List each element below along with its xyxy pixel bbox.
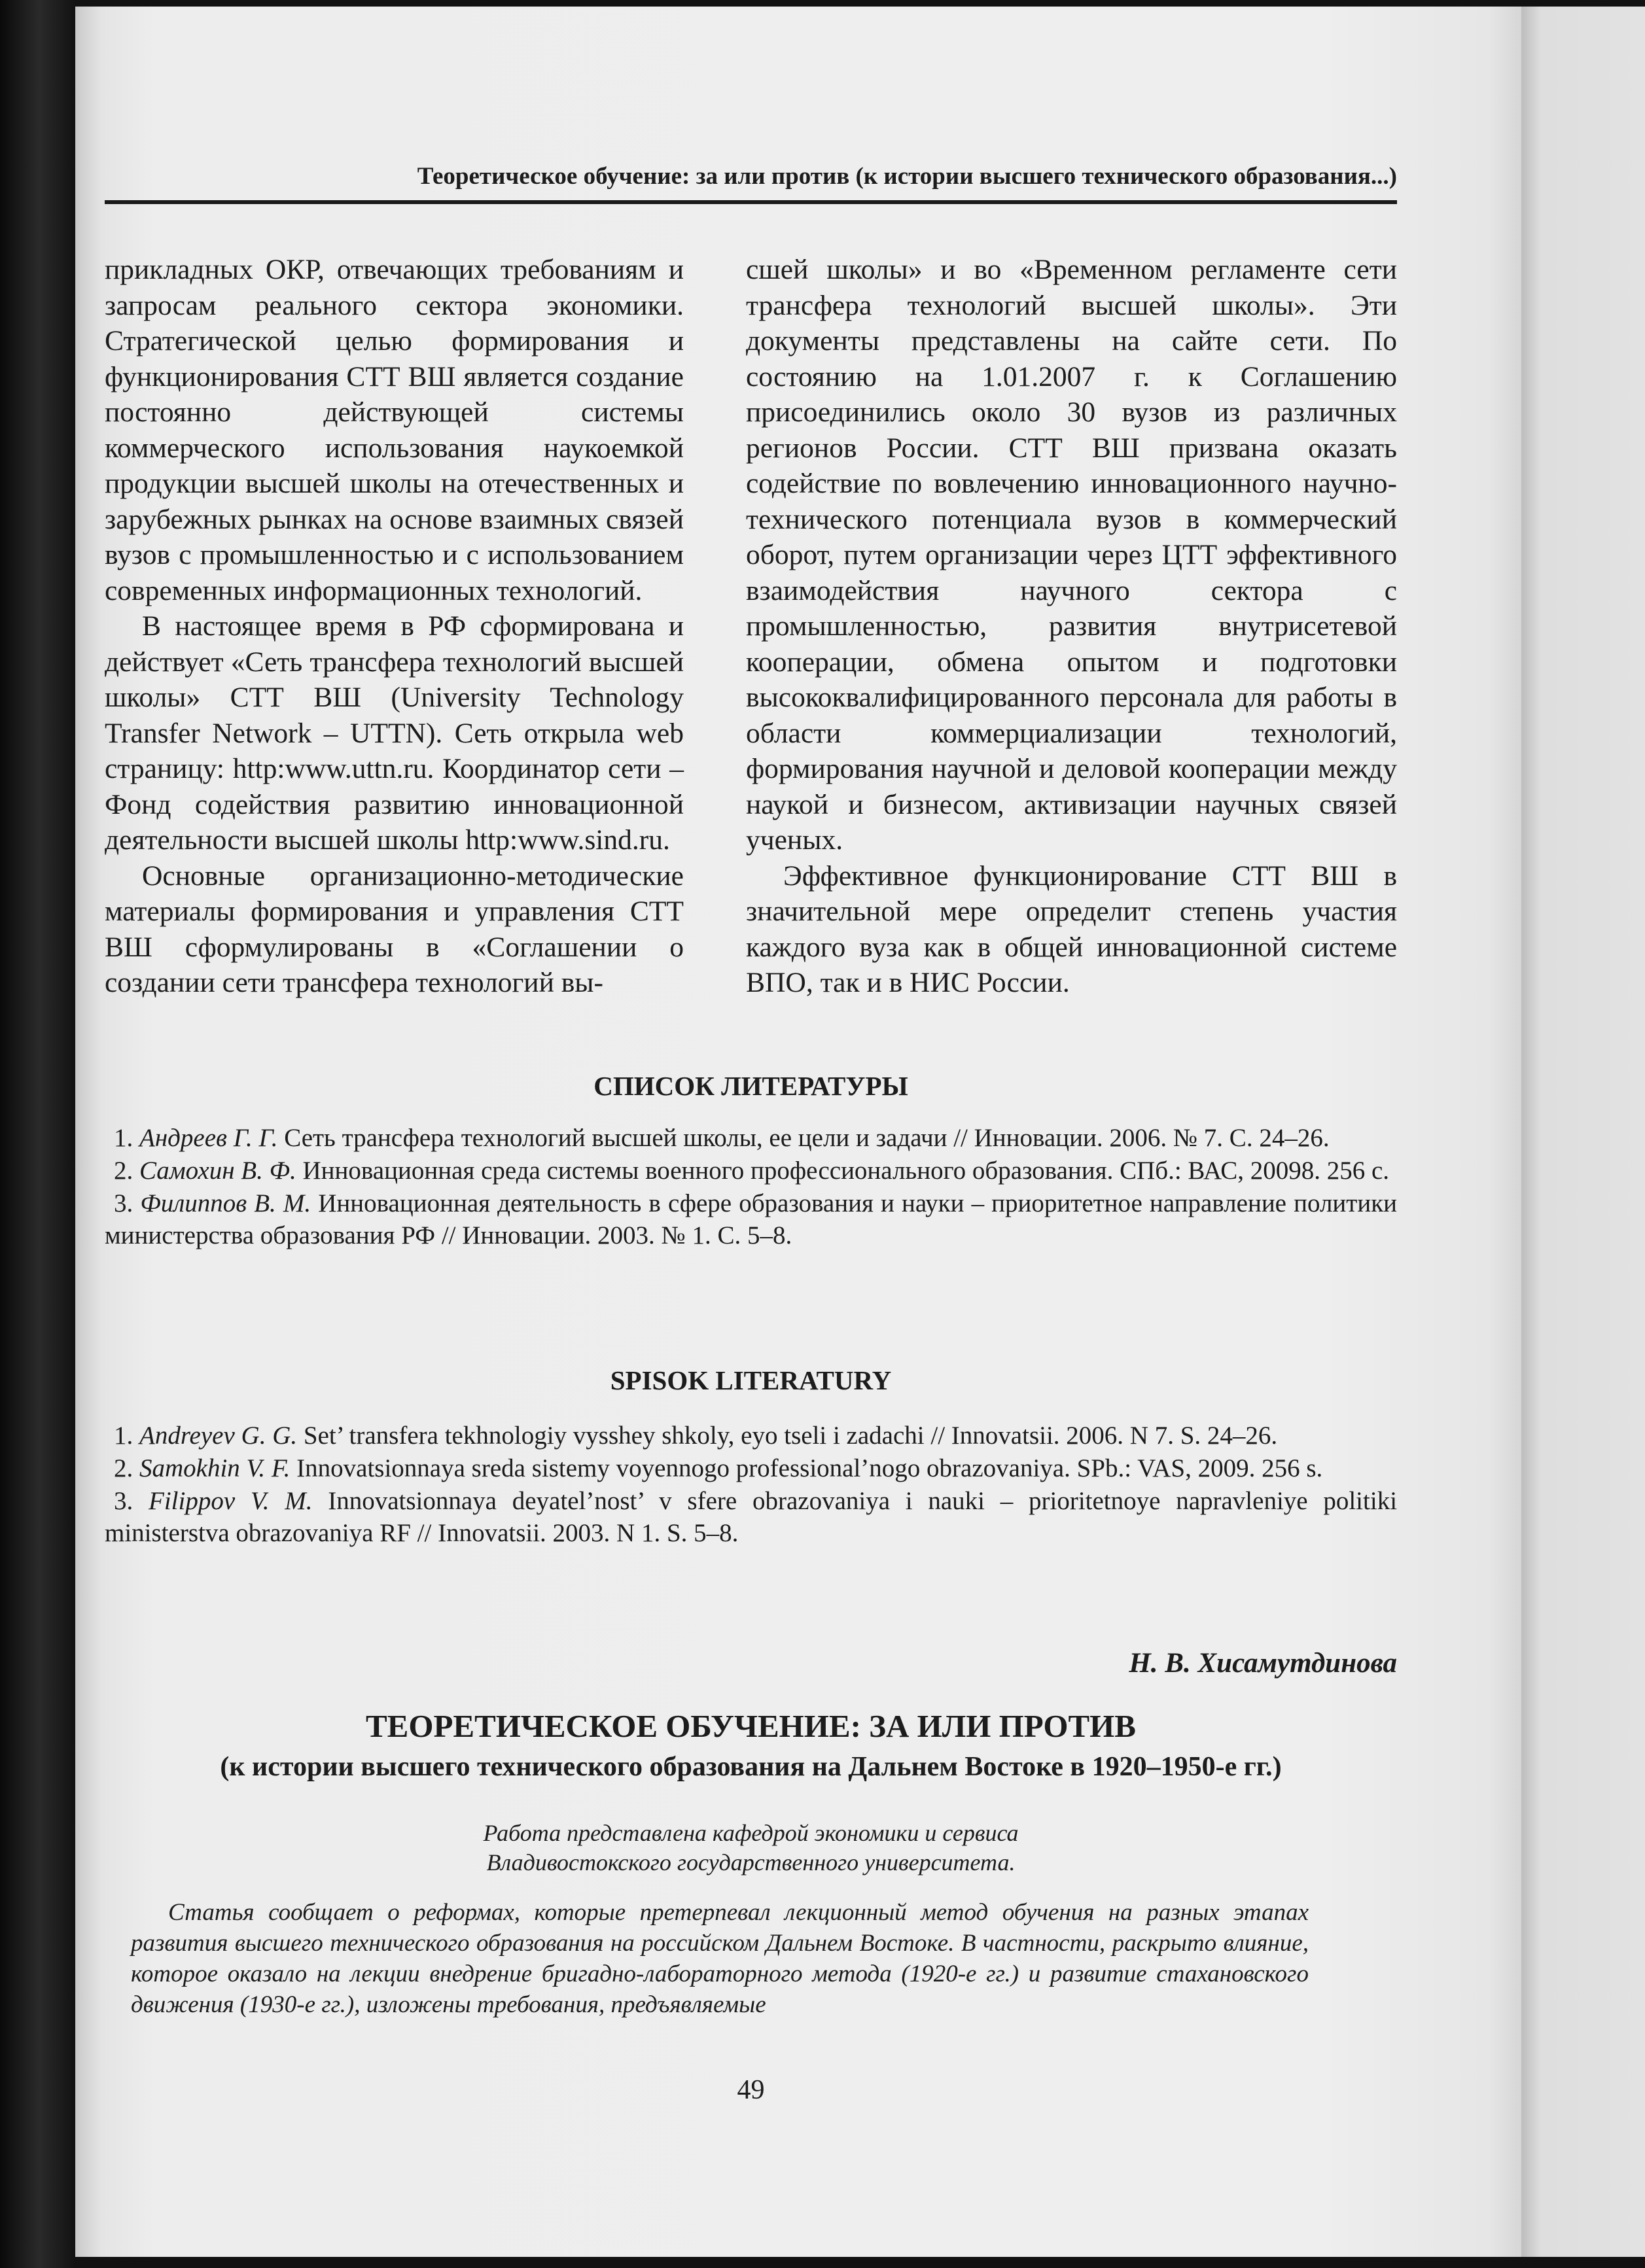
left-column	[105, 252, 684, 1001]
reference-text: Инновационная деятельность в сфере образования и науки – приоритетное направление политики министерства образования РФ // Инновации. 2003. № 1. С. 5–8.	[105, 1189, 1398, 1249]
reference-number: 1.	[114, 1422, 133, 1450]
reference-number: 3.	[114, 1189, 133, 1217]
abstract: Статья сообщает о реформах, которые претерпевал лекционный метод обучения на разных этапах развития высшего технического образования на российском Дальнем Востоке. В частности, раскрыто влияние, которое оказало на лекции внедрение бригадно-лабораторного метода (1920-е гг.) и развитие стахановского движения (1930-е гг.), изложены требования, предъявляемые	[131, 1899, 1309, 2018]
page-number: 49	[737, 2075, 765, 2105]
reference-number: 2.	[114, 1454, 133, 1482]
reference-author: Филиппов В. М.	[140, 1189, 311, 1217]
affiliation-line: Владивостокского государственного университета.	[486, 1849, 1016, 1875]
reference-author: Самохин В. Ф.	[139, 1157, 296, 1185]
running-head: Теоретическое обучение: за или против (к истории высшего технического образования...)	[417, 163, 1397, 190]
reference-author: Andreyev G. G.	[139, 1422, 298, 1450]
right-column	[746, 252, 1397, 1001]
paragraph: сшей школы» и во «Временном регламенте сети трансфера технологий высшей школы». Эти документы представлены на сайте сети. По состоянию на 1.01.2007 г. к Соглашению присоединились около 30 вузов из различных регионов России. СТТ ВШ призвана оказать содействие по вовлечению инновационного научно-технического потенциала вузов в коммерческий оборот, путем организации через ЦТТ эффективного взаимодействия научного сектора с промышленностью, развития внутрисетевой кооперации, обмена опытом и подготовки высококвалифицированного персонала для работы в области коммерциализации технологий, формирования научной и деловой кооперации между наукой и бизнесом, активизации научных связей ученых.	[746, 254, 1397, 856]
article-author: Н. В. Хисамутдинова	[1129, 1648, 1397, 1679]
reference-author: Андреев Г. Г.	[139, 1124, 278, 1152]
reference-item	[105, 1155, 1397, 1187]
affiliation	[105, 1819, 1397, 1877]
article-title: ТЕОРЕТИЧЕСКОЕ ОБУЧЕНИЕ: ЗА ИЛИ ПРОТИВ	[366, 1708, 1136, 1744]
reference-author: Filippov V. M.	[149, 1487, 313, 1515]
reference-text: Set’ transfera tekhnologiy vysshey shkoly, eyo tseli i zadachi // Innovatsii. 2006. N 7. S. 24–26.	[303, 1422, 1278, 1450]
header-rule	[105, 200, 1397, 204]
reference-number: 2.	[114, 1157, 133, 1185]
references-list	[105, 1122, 1397, 1252]
paragraph: В настоящее время в РФ сформирована и действует «Сеть трансфера технологий высшей школы» СТТ ВШ (University Technology Transfer Network – UTTN). Сеть открыла web страницу: http:www.uttn.ru. Координатор сети – Фонд содействия развитию инновационной деятельности высшей школы http:www.sind.ru.	[105, 610, 684, 856]
reference-text: Innovatsionnaya deyatel’nost’ v sfere obrazovaniya i nauki – prioritetnoye napravleniye politiki ministerstva obrazovaniya RF // Innovatsii. 2003. N 1. S. 5–8.	[105, 1487, 1398, 1547]
paragraph: прикладных ОКР, отвечающих требованиям и запросам реального сектора экономики. Стратегической целью формирования и функционирования СТТ ВШ является создание постоянно действующей системы коммерческого использования наукоемкой продукции высшей школы на отечественных и зарубежных рынках на основе взаимных связей вузов с промышленностью и с использованием современных информационных технологий.	[105, 254, 684, 606]
reference-item	[105, 1452, 1397, 1484]
page-edge	[1521, 7, 1645, 2257]
reference-item	[105, 1485, 1397, 1549]
reference-item	[105, 1187, 1397, 1251]
paragraph: Эффективное функционирование СТТ ВШ в значительной мере определит степень участия каждого вуза как в общей инновационной системе ВПО, так и в НИС России.	[746, 860, 1397, 998]
references-title: СПИСОК ЛИТЕРАТУРЫ	[593, 1071, 908, 1101]
paragraph: Основные организационно-методические материалы формирования и управления СТТ ВШ сформулированы в «Соглашении о создании сети трансфера технологий вы-	[105, 860, 684, 998]
reference-text: Сеть трансфера технологий высшей школы, ее цели и задачи // Инновации. 2006. № 7. С. 24–26.	[284, 1124, 1330, 1152]
reference-number: 1.	[114, 1124, 133, 1152]
affiliation-line: Работа представлена кафедрой экономики и сервиса	[483, 1820, 1019, 1846]
reference-text: Инновационная среда системы военного профессионального образования. СПб.: ВАС, 20098. 256 с.	[302, 1157, 1390, 1185]
references-en-title: SPISOK LITERATURY	[610, 1365, 892, 1395]
reference-item	[105, 1420, 1397, 1452]
reference-number: 3.	[114, 1487, 133, 1515]
reference-text: Innovatsionnaya sreda sistemy voyennogo professional’nogo obrazovaniya. SPb.: VAS, 2009. 256 s.	[296, 1454, 1323, 1482]
reference-author: Samokhin V. F.	[139, 1454, 291, 1482]
reference-item	[105, 1122, 1397, 1154]
references-en-list	[105, 1420, 1397, 1550]
article-subtitle: (к истории высшего технического образования на Дальнем Востоке в 1920–1950-е гг.)	[220, 1752, 1282, 1782]
